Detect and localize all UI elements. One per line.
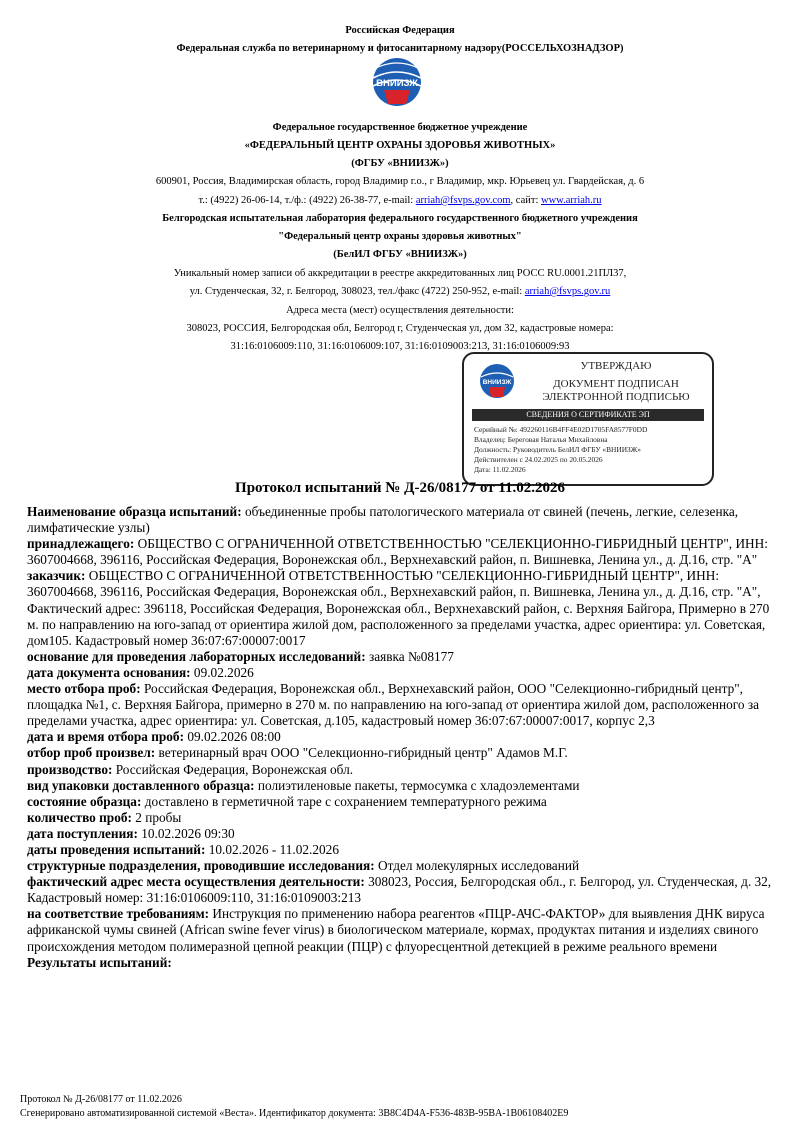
field-sample-state: состояние образца: доставлено в герметичной таре с сохранением температурного режима — [27, 793, 547, 809]
country-line: Российская Федерация — [345, 25, 455, 36]
field-results: Результаты испытаний: — [27, 954, 172, 970]
lab-line-3: (БелИЛ ФГБУ «ВНИИЗЖ») — [333, 249, 467, 260]
field-owner: принадлежащего: ОБЩЕСТВО С ОГРАНИЧЕННОЙ ОТВЕТСТВЕННОСТЬЮ "СЕЛЕКЦИОННО-ГИБРИДНЫЙ ЦЕНТР", ИНН: 3607004668, 396116, Российская Федерация, Воронежская обл., Верхнехавский район, п. Вишневка, Ленина ул., д. Д.16, стр. "А" — [27, 536, 768, 568]
stamp-owner: Владелец: Береговая Наталья Михайловна — [474, 435, 608, 444]
field-received: дата поступления: 10.02.2026 09:30 — [27, 825, 235, 841]
stamp-position: Должность: Руководитель БелИЛ ФГБУ «ВНИИЗЖ» — [474, 445, 641, 454]
accreditation-line: Уникальный номер записи об аккредитации в реестре аккредитованных лиц РОСС RU.0001.21ПЛ37, — [173, 268, 627, 279]
places-line-2: 31:16:0106009:110, 31:16:0106009:107, 31:16:0109003:213, 31:16:0106009:93 — [230, 341, 570, 352]
field-sampled-by: отбор проб произвел: ветеринарный врач ООО "Селекционно-гибридный центр" Адамов М.Г. — [27, 745, 568, 761]
field-requirements: на соответствие требованиям: Инструкция по применению набора реагентов «ПЦР-АЧС-ФАКТОР» для выявления ДНК вируса африканской чумы свиней (African swine fever virus) в биологическом материале, кормах, продуктах питания и изделиях свиного происхождения методом полимеразной цепной реакции (ПЦР) с флуоресцентной детекцией в режиме реального времени — [27, 906, 765, 954]
stamp-electronic: ЭЛЕКТРОННОЙ ПОДПИСЬЮ — [542, 391, 690, 403]
field-departments: структурные подразделения, проводившие исследования: Отдел молекулярных исследований — [27, 858, 580, 874]
field-basis-date: дата документа основания: 09.02.2026 — [27, 664, 254, 680]
institution-short: (ФГБУ «ВНИИЗЖ») — [351, 158, 449, 169]
institution-name: «ФЕДЕРАЛЬНЫЙ ЦЕНТР ОХРАНЫ ЗДОРОВЬЯ ЖИВОТНЫХ» — [244, 140, 556, 151]
stamp-signed: ДОКУМЕНТ ПОДПИСАН — [553, 378, 679, 390]
field-basis: основание для проведения лабораторных исследований: заявка №08177 — [27, 648, 454, 664]
logo-text: ВНИИЗЖ — [376, 78, 418, 89]
field-sample-name: Наименование образца испытаний: объединенные пробы патологического материала от свиней (печень, легкие, селезенка, лимфатические узлы) — [27, 504, 739, 536]
stamp-approve: УТВЕРЖДАЮ — [580, 360, 652, 372]
stamp-valid: Действителен с 24.02.2025 по 20.05.2026 — [474, 455, 603, 464]
footer-protocol-ref: Протокол № Д-26/08177 от 11.02.2026 — [20, 1094, 182, 1105]
lab-address: ул. Студенческая, 32, г. Белгород, 308023, тел./факс (4722) 250-952, e-mail: arriah@fsvps.gov.ru — [189, 286, 611, 297]
lab-line-2: "Федеральный центр охраны здоровья животных" — [278, 231, 522, 242]
stamp-logo-text: ВНИИЗЖ — [482, 379, 512, 386]
field-sampling-place: место отбора проб: Российская Федерация, Воронежская обл., Верхнехавский район, ООО "Селекционно-гибридный центр", площадка №1, с. Верхняя Байгора, примерно в 270 м. по направлению на юго-запад от ориентира жилой дом, расположенного за пределами участка, адрес ориентира: ул. Советская, д.105, кадастровый номер 36:07:67:00007:0017, корпус 2,3 — [27, 681, 759, 729]
stamp-date: Дата: 11.02.2026 — [474, 465, 526, 474]
stamp-logo — [474, 362, 520, 400]
field-production: производство: Российская Федерация, Воронежская обл. — [27, 761, 354, 777]
signature-stamp — [462, 352, 714, 486]
institution-type: Федеральное государственное бюджетное учреждение — [272, 122, 528, 133]
institution-address: 600901, Россия, Владимирская область, город Владимир г.о., г Владимир, мкр. Юрьевец ул. Гвардейская, д. 6 — [155, 176, 645, 187]
protocol-body — [27, 504, 779, 971]
lab-email-link[interactable]: arriah@fsvps.gov.ru — [524, 286, 611, 297]
protocol-title: Протокол испытаний № Д-26/08177 от 11.02.2026 — [235, 480, 565, 496]
field-packaging: вид упаковки доставленного образца: полиэтиленовые пакеты, термосумка с хладоэлементами — [27, 777, 580, 793]
places-line-1: 308023, РОССИЯ, Белгородская обл, Белгород г, Студенческая ул, дом 32, кадастровые номера: — [186, 323, 614, 334]
lab-line-1: Белгородская испытательная лаборатория федерального государственного бюджетного учреждения — [162, 213, 638, 224]
places-title: Адреса места (мест) осуществления деятельности: — [286, 305, 514, 316]
field-test-dates: даты проведения испытаний: 10.02.2026 - 11.02.2026 — [27, 841, 339, 857]
stamp-cert-bar: СВЕДЕНИЯ О СЕРТИФИКАТЕ ЭП — [472, 409, 704, 421]
vniizzh-logo — [364, 56, 430, 108]
service-line: Федеральная служба по ветеринарному и фитосанитарному надзору(РОССЕЛЬХОЗНАДЗОР) — [176, 43, 624, 54]
institution-contacts: т.: (4922) 26-06-14, т./ф.: (4922) 26-38-77, e-mail: arriah@fsvps.gov.com, сайт: www.arriah.ru — [198, 195, 602, 206]
footer-generated: Сгенерировано автоматизированной системой «Веста». Идентификатор документа: 3B8C4D4A-F536-483B-95BA-1B06108402E9 — [20, 1108, 569, 1119]
site-link[interactable]: www.arriah.ru — [541, 195, 602, 206]
email-link[interactable]: arriah@fsvps.gov.com — [415, 195, 511, 206]
field-actual-address: фактический адрес места осуществления деятельности: 308023, Россия, Белгородская обл., г. Белгород, ул. Студенческая, д. 32, Кадастровый номер: 31:16:0106009:110, 31:16:0109003:213 — [27, 874, 772, 906]
field-sampling-datetime: дата и время отбора проб: 09.02.2026 08:00 — [27, 729, 281, 745]
field-customer: заказчик: ОБЩЕСТВО С ОГРАНИЧЕННОЙ ОТВЕТСТВЕННОСТЬЮ "СЕЛЕКЦИОННО-ГИБРИДНЫЙ ЦЕНТР", ИНН: 3607004668, 396116, Российская Федерация, Воронежская обл., Верхнехавский район, п. Вишневка, Ленина ул., д. Д.16, стр. "А", Фактический адрес: 396118, Российская Федерация, Воронежская обл., Верхнехавский район, с. Верхняя Байгора, Примерно в 270 м. по направлению на юго-запад от ориентира жилой дом, расположенного за пределами участка, адрес ориентира: ул. Советская, дом105. Кадастровый номер 36:07:67:00007:0017 — [27, 568, 770, 648]
stamp-serial: Серийный №: 492260116B4FF4E02D1705FA8577F0DD — [474, 425, 648, 434]
field-sample-count: количество проб: 2 пробы — [27, 809, 182, 825]
